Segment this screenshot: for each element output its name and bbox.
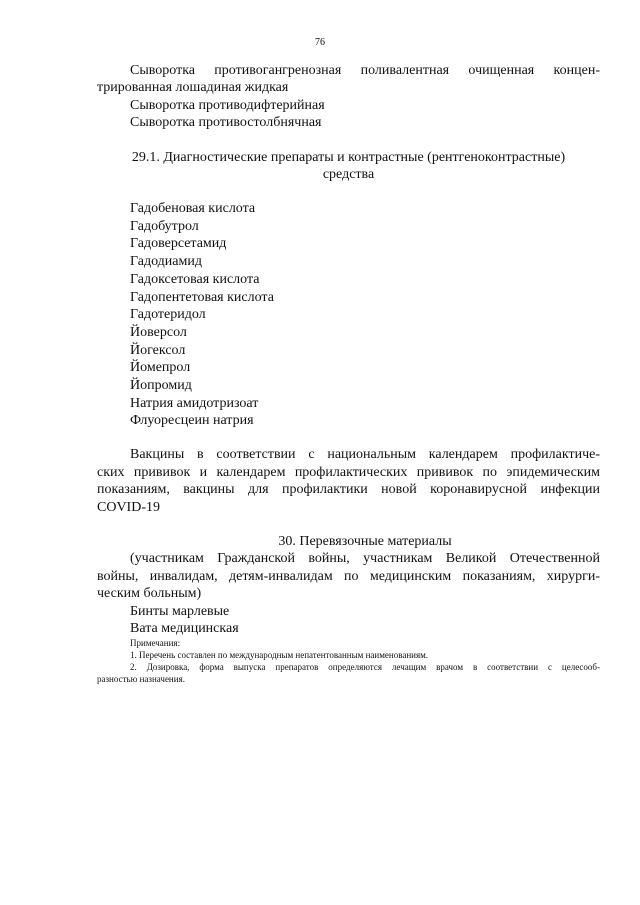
vaccines-line-2: ских прививок и календарем профилактических прививок по эпидемическим: [97, 465, 600, 480]
dressing-item-1: Бинты марлевые: [130, 604, 230, 619]
page-number: 76: [315, 37, 325, 48]
list-item: Гадотеридол: [130, 307, 206, 323]
section-30-heading: 30. Перевязочные материалы: [278, 534, 452, 549]
dressing-item-2: Вата медицинская: [130, 621, 239, 636]
note-2-line-1: 2. Дозировка, форма выпуска препаратов определяются лечащим врачом в соответствии с целесооб-: [130, 662, 600, 672]
list-item: Натрия амидотризоат: [130, 395, 259, 411]
list-item: Йоверсол: [130, 324, 187, 340]
serum-item-2: Сыворотка противодифтерийная: [130, 98, 325, 113]
list-item: Йопромид: [130, 378, 192, 394]
list-item: Гадодиамид: [130, 254, 202, 270]
list-item: Йомепрол: [130, 360, 191, 376]
diagnostic-drug-list: [130, 200, 274, 430]
notes-title: Примечания:: [130, 638, 181, 648]
note-1: 1. Перечень составлен по международным непатентованным наименованиям.: [130, 650, 429, 660]
serum-item-3: Сыворотка противостолбнячная: [130, 115, 322, 130]
vaccines-line-3: показаниям, вакцины для профилактики новой коронавирусной инфекции: [97, 482, 600, 497]
list-item: Гадоксетовая кислота: [130, 271, 260, 287]
list-item: Гадобеновая кислота: [130, 201, 256, 216]
list-item: Флуоресцеин натрия: [130, 413, 254, 429]
section-30-subheading-line-2: войны, инвалидам, детям-инвалидам по медицинским показаниям, хирурги-: [97, 569, 600, 584]
vaccines-line-1: Вакцины в соответствии с национальным календарем профилактиче-: [130, 447, 600, 462]
serum-item-1-line-2: трированная лошадиная жидкая: [97, 80, 289, 95]
vaccines-line-4: COVID-19: [97, 500, 160, 515]
section-29-1-heading-line-2: средства: [322, 167, 375, 182]
section-29-1-heading-line-1: 29.1. Диагностические препараты и контрастные (рентгеноконтрастные): [131, 150, 566, 165]
list-item: Йогексол: [130, 342, 186, 358]
list-item: Гадоверсетамид: [130, 236, 227, 252]
section-30-subheading-line-1: (участникам Гражданской войны, участникам Великой Отечественной: [130, 551, 600, 566]
list-item: Гадобутрол: [130, 218, 199, 234]
section-30-subheading-line-3: ческим больным): [97, 586, 202, 601]
serum-item-1-line-1: Сыворотка противогангренозная поливалентная очищенная концен-: [130, 63, 600, 78]
list-item: Гадопентетовая кислота: [130, 289, 274, 305]
note-2-line-2: разностью назначения.: [97, 674, 185, 684]
